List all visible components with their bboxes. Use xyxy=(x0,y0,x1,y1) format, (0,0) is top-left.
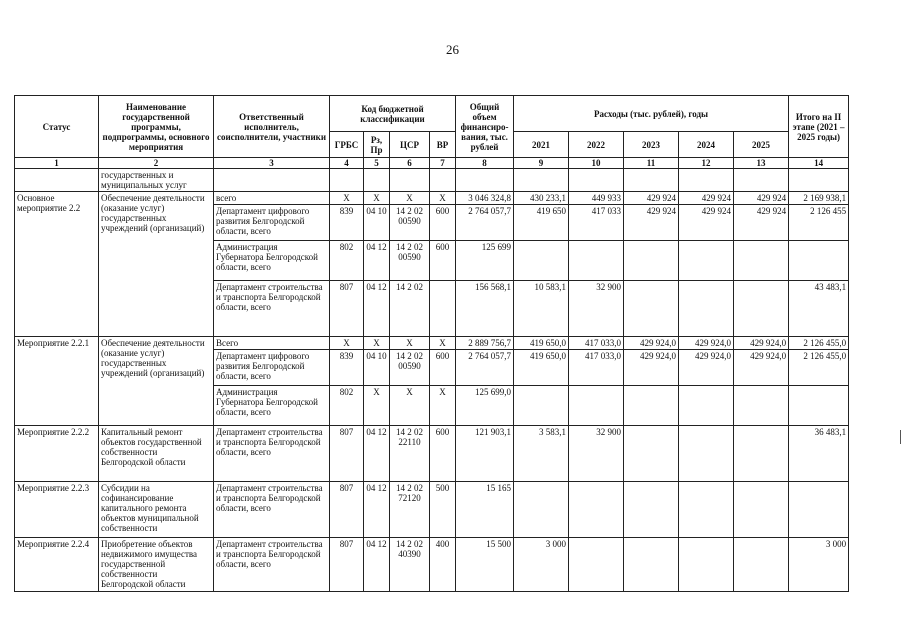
status-cell: Мероприятие 2.2.4 xyxy=(15,538,99,592)
value-cell-grbs: 839 xyxy=(330,350,364,386)
header-expenses: Расходы (тыс. рублей), годы xyxy=(514,96,789,132)
value-cell-csr: X xyxy=(390,386,430,426)
value-cell-grbs: 839 xyxy=(330,205,364,241)
status-cell: Мероприятие 2.2.3 xyxy=(15,482,99,538)
value-cell-grbs: X xyxy=(330,192,364,205)
value-cell-y2024 xyxy=(679,482,734,538)
value-cell-y2024: 429 924 xyxy=(679,192,734,205)
value-cell-y2024 xyxy=(679,241,734,281)
column-number: 10 xyxy=(569,158,624,169)
value-cell-total: 2 764 057,7 xyxy=(456,350,514,386)
value-cell-vr: 400 xyxy=(430,538,456,592)
value-cell-vr: X xyxy=(430,192,456,205)
header-total-financing: Общий объем финансиро-вания, тыс. рублей xyxy=(456,96,514,158)
value-cell-grbs: X xyxy=(330,337,364,350)
value-cell-stage: 2 126 455 xyxy=(789,205,849,241)
value-cell-vr: 600 xyxy=(430,350,456,386)
value-cell-vr xyxy=(430,281,456,337)
column-number: 3 xyxy=(214,158,330,169)
value-cell-y2025: 429 924 xyxy=(734,205,789,241)
header-year: 2023 xyxy=(624,132,679,158)
activity-name-cell: Капитальный ремонт объектов государственной собственности Белгородской области xyxy=(99,426,214,482)
value-cell-y2023 xyxy=(624,281,679,337)
value-cell-grbs: 802 xyxy=(330,386,364,426)
value-cell-y2021 xyxy=(514,386,569,426)
value-cell-y2023: 429 924 xyxy=(624,192,679,205)
page-number: 26 xyxy=(446,42,459,57)
header-csr: ЦСР xyxy=(390,132,430,158)
value-cell-total: 3 046 324,8 xyxy=(456,192,514,205)
value-cell-vr: 600 xyxy=(430,205,456,241)
value-cell-y2024 xyxy=(679,426,734,482)
value-cell-rzpr: X xyxy=(364,192,390,205)
value-cell-rzpr: 04 12 xyxy=(364,426,390,482)
carryover-row xyxy=(15,169,849,192)
value-cell-vr: 600 xyxy=(430,241,456,281)
executor-cell: Департамент цифрового развития Белгородской области, всего xyxy=(214,205,330,241)
value-cell-csr: 14 2 02 00590 xyxy=(390,350,430,386)
value-cell-rzpr: X xyxy=(364,337,390,350)
value-cell-stage: 43 483,1 xyxy=(789,281,849,337)
value-cell-csr: 14 2 02 72120 xyxy=(390,482,430,538)
header-year: 2021 xyxy=(514,132,569,158)
value-cell-y2022 xyxy=(569,538,624,592)
value-cell-rzpr: 04 12 xyxy=(364,482,390,538)
carryover-text: государственных и муниципальных услуг xyxy=(99,169,214,192)
budget-table xyxy=(14,95,849,592)
header-executor: Ответственный исполнитель, соисполнители, участники xyxy=(214,96,330,158)
header-rzpr: Рз, Пр xyxy=(364,132,390,158)
activity-name-cell: Приобретение объектов недвижимого имущества государственной собственности Белгородской области xyxy=(99,538,214,592)
value-cell-rzpr: 04 10 xyxy=(364,350,390,386)
value-cell-csr: X xyxy=(390,192,430,205)
value-cell-vr: 500 xyxy=(430,482,456,538)
table-row xyxy=(15,337,849,350)
executor-cell: всего xyxy=(214,192,330,205)
column-number: 12 xyxy=(679,158,734,169)
value-cell-csr: 14 2 02 22110 xyxy=(390,426,430,482)
value-cell-y2025 xyxy=(734,241,789,281)
header-status: Статус xyxy=(15,96,99,158)
status-cell: Мероприятие 2.2.1 xyxy=(15,337,99,426)
value-cell-y2023 xyxy=(624,426,679,482)
value-cell-y2022: 32 900 xyxy=(569,281,624,337)
executor-cell: Департамент строительства и транспорта Белгородской области, всего xyxy=(214,426,330,482)
column-number: 7 xyxy=(430,158,456,169)
header-name: Наименование государственной программы, подпрограммы, основного мероприятия xyxy=(99,96,214,158)
value-cell-grbs: 807 xyxy=(330,482,364,538)
column-number: 13 xyxy=(734,158,789,169)
executor-cell: Департамент строительства и транспорта Белгородской области, всего xyxy=(214,538,330,592)
table-row xyxy=(15,426,849,482)
value-cell-y2021: 419 650 xyxy=(514,205,569,241)
column-number: 1 xyxy=(15,158,99,169)
value-cell-y2025 xyxy=(734,386,789,426)
value-cell-total: 121 903,1 xyxy=(456,426,514,482)
header-stage-total: Итого на II этапе (2021 – 2025 годы) xyxy=(789,96,849,158)
value-cell-y2023: 429 924,0 xyxy=(624,337,679,350)
value-cell-y2021: 10 583,1 xyxy=(514,281,569,337)
header-year: 2025 xyxy=(734,132,789,158)
value-cell-y2025: 429 924 xyxy=(734,192,789,205)
value-cell-y2022 xyxy=(569,386,624,426)
value-cell-rzpr: 04 12 xyxy=(364,241,390,281)
value-cell-stage: 2 169 938,1 xyxy=(789,192,849,205)
value-cell-vr: 600 xyxy=(430,426,456,482)
value-cell-total: 125 699 xyxy=(456,241,514,281)
table-row xyxy=(15,538,849,592)
value-cell-y2025 xyxy=(734,426,789,482)
value-cell-grbs: 807 xyxy=(330,538,364,592)
activity-name-cell: Обеспечение деятельности (оказание услуг) государственных учреждений (организаций) xyxy=(99,337,214,426)
value-cell-y2024: 429 924,0 xyxy=(679,350,734,386)
value-cell-y2025 xyxy=(734,281,789,337)
value-cell-total: 2 889 756,7 xyxy=(456,337,514,350)
table-row xyxy=(15,192,849,205)
column-number-row xyxy=(15,158,849,169)
value-cell-y2021: 419 650,0 xyxy=(514,350,569,386)
value-cell-grbs: 807 xyxy=(330,426,364,482)
value-cell-rzpr: 04 10 xyxy=(364,205,390,241)
value-cell-y2022 xyxy=(569,482,624,538)
column-number: 6 xyxy=(390,158,430,169)
value-cell-y2023 xyxy=(624,538,679,592)
value-cell-stage: 3 000 xyxy=(789,538,849,592)
status-cell: Мероприятие 2.2.2 xyxy=(15,426,99,482)
value-cell-y2022: 417 033,0 xyxy=(569,350,624,386)
value-cell-y2025 xyxy=(734,482,789,538)
header-vr: ВР xyxy=(430,132,456,158)
executor-cell: Всего xyxy=(214,337,330,350)
value-cell-y2023 xyxy=(624,241,679,281)
value-cell-total: 156 568,1 xyxy=(456,281,514,337)
value-cell-grbs: 807 xyxy=(330,281,364,337)
executor-cell: Департамент строительства и транспорта Белгородской области, всего xyxy=(214,281,330,337)
value-cell-rzpr: 04 12 xyxy=(364,281,390,337)
table-row xyxy=(15,482,849,538)
value-cell-stage: 2 126 455,0 xyxy=(789,350,849,386)
value-cell-y2023: 429 924,0 xyxy=(624,350,679,386)
value-cell-rzpr: X xyxy=(364,386,390,426)
activity-name-cell: Субсидии на софинансирование капитального ремонта объектов муниципальной собственности xyxy=(99,482,214,538)
value-cell-stage: 36 483,1 xyxy=(789,426,849,482)
value-cell-y2024: 429 924,0 xyxy=(679,337,734,350)
value-cell-y2021 xyxy=(514,241,569,281)
header-budget-code: Код бюджетной классификации xyxy=(330,96,456,132)
value-cell-y2024 xyxy=(679,281,734,337)
value-cell-stage xyxy=(789,482,849,538)
value-cell-stage xyxy=(789,241,849,281)
executor-cell: Администрация Губернатора Белгородской области, всего xyxy=(214,241,330,281)
value-cell-y2023 xyxy=(624,386,679,426)
value-cell-y2022: 417 033 xyxy=(569,205,624,241)
value-cell-y2023 xyxy=(624,482,679,538)
value-cell-total: 125 699,0 xyxy=(456,386,514,426)
value-cell-y2025: 429 924,0 xyxy=(734,337,789,350)
value-cell-y2022: 417 033,0 xyxy=(569,337,624,350)
value-cell-y2021 xyxy=(514,482,569,538)
value-cell-rzpr: 04 12 xyxy=(364,538,390,592)
value-cell-y2023: 429 924 xyxy=(624,205,679,241)
value-cell-csr: X xyxy=(390,337,430,350)
executor-cell: Администрация Губернатора Белгородской области, всего xyxy=(214,386,330,426)
value-cell-y2022 xyxy=(569,241,624,281)
value-cell-total: 2 764 057,7 xyxy=(456,205,514,241)
value-cell-y2024 xyxy=(679,386,734,426)
column-number: 8 xyxy=(456,158,514,169)
column-number: 2 xyxy=(99,158,214,169)
value-cell-total: 15 165 xyxy=(456,482,514,538)
scan-edge-mark xyxy=(900,430,901,444)
value-cell-vr: X xyxy=(430,337,456,350)
header-grbs: ГРБС xyxy=(330,132,364,158)
column-number: 14 xyxy=(789,158,849,169)
value-cell-csr: 14 2 02 00590 xyxy=(390,205,430,241)
value-cell-csr: 14 2 02 xyxy=(390,281,430,337)
value-cell-y2025: 429 924,0 xyxy=(734,350,789,386)
value-cell-y2024: 429 924 xyxy=(679,205,734,241)
value-cell-y2025 xyxy=(734,538,789,592)
column-number: 4 xyxy=(330,158,364,169)
column-number: 9 xyxy=(514,158,569,169)
value-cell-grbs: 802 xyxy=(330,241,364,281)
column-number: 5 xyxy=(364,158,390,169)
value-cell-y2021: 3 000 xyxy=(514,538,569,592)
header-year: 2022 xyxy=(569,132,624,158)
header-year: 2024 xyxy=(679,132,734,158)
value-cell-csr: 14 2 02 40390 xyxy=(390,538,430,592)
value-cell-y2022: 449 933 xyxy=(569,192,624,205)
value-cell-stage xyxy=(789,386,849,426)
value-cell-total: 15 500 xyxy=(456,538,514,592)
value-cell-y2022: 32 900 xyxy=(569,426,624,482)
status-cell: Основное мероприятие 2.2 xyxy=(15,192,99,337)
column-number: 11 xyxy=(624,158,679,169)
value-cell-y2024 xyxy=(679,538,734,592)
value-cell-vr: X xyxy=(430,386,456,426)
value-cell-csr: 14 2 02 00590 xyxy=(390,241,430,281)
value-cell-y2021: 3 583,1 xyxy=(514,426,569,482)
executor-cell: Департамент строительства и транспорта Белгородской области, всего xyxy=(214,482,330,538)
activity-name-cell: Обеспечение деятельности (оказание услуг) государственных учреждений (организаций) xyxy=(99,192,214,337)
value-cell-y2021: 419 650,0 xyxy=(514,337,569,350)
executor-cell: Департамент цифрового развития Белгородской области, всего xyxy=(214,350,330,386)
value-cell-stage: 2 126 455,0 xyxy=(789,337,849,350)
value-cell-y2021: 430 233,1 xyxy=(514,192,569,205)
